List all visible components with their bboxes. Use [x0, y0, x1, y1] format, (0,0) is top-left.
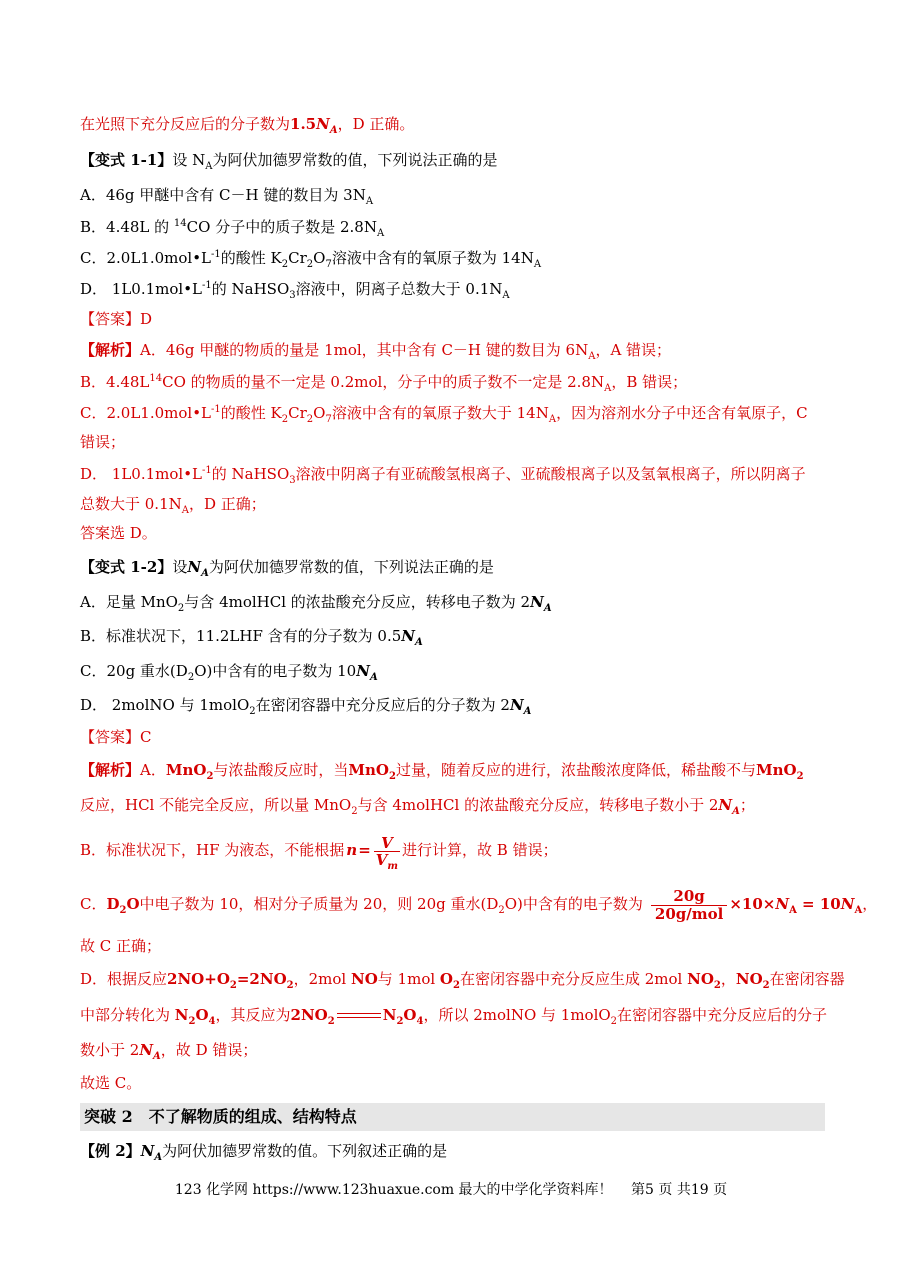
analysis-label: 【解析】 — [80, 761, 141, 779]
text: 进行计算，故 B 错误； — [402, 841, 558, 859]
text: ，B 错误； — [611, 373, 688, 391]
variant-1-1-question: 【变式 1-1】设 $N_A$为阿伏加德罗常数的值，下列说法正确的是 — [80, 151, 498, 172]
equals-sign: = — [358, 841, 371, 859]
text: ，2mol — [293, 970, 351, 988]
text: 在密闭容器 — [769, 970, 845, 988]
text: 故选 C。 — [80, 1074, 142, 1092]
text: ，故 D 错误； — [160, 1041, 258, 1059]
text: D． 1L0.1mol•L — [80, 280, 203, 298]
text: 的 NaHSO — [211, 280, 290, 298]
text: ，D 正确。 — [337, 115, 415, 133]
text: ，所以 2molNO 与 1molO — [423, 1006, 611, 1024]
text: C． — [80, 895, 107, 913]
answer-label: 【答案】 — [80, 310, 141, 328]
text: 设 — [172, 558, 188, 576]
example-title: 【例 2】 — [80, 1142, 141, 1160]
fraction-v-over-vm: $\frac{V}{V_m}$ — [375, 833, 399, 872]
answer-label: 【答案】 — [80, 728, 141, 746]
calc-expression: $\times 10\times N_A = 10N_A$ — [729, 895, 863, 916]
analysis-d: D． $1L0.1mol•L^{-1}$的 NaHSO$_3$溶液中阴离子有亚硫酸氢根离子、亚硫酸根离子以及氢氧根离子，所以阴离子 — [80, 465, 806, 486]
example-2-question — [80, 1141, 825, 1161]
analysis-label: 【解析】 — [80, 341, 141, 359]
na-symbol: $N_A$ — [356, 662, 378, 683]
answer-1-2 — [80, 727, 825, 747]
superscript: 14 — [173, 218, 187, 229]
text: 设 N — [172, 151, 206, 169]
analysis-b: B．$4.48L^{14}CO$ 的物质的量不一定是 0.2mol，分子中的质子数不一定是 $2.8N_A$，B 错误； — [80, 373, 688, 394]
text: 与 1mol — [377, 970, 440, 988]
footer-site-text: 123 化学网 https://www.123huaxue.com 最大的中学化学资料库！ — [174, 1182, 613, 1198]
text: A．46g 甲醚的物质的量是 1mol，其中含有 C－H 键的数目为 6N — [140, 341, 589, 359]
analysis-d-line2: 中部分转化为 $N_2O_4$，其反应为$2NO_2$ $N_2O_4$，所以 2molNO 与 1molO$_2$在密闭容器中充分反应后的分子 — [80, 1006, 828, 1027]
text: O)中含有的电子数为 10 — [194, 662, 357, 680]
text: D． 2molNO 与 1molO — [80, 696, 250, 714]
text: 与含 4molHCl 的浓盐酸充分反应，转移电子数小于 2 — [357, 796, 719, 814]
formula-no2: $NO_2$ — [735, 970, 770, 991]
answer-value: C — [140, 728, 152, 746]
superscript: 14 — [149, 373, 163, 384]
analysis-c: C．$D_2O$中电子数为 10，相对分子质量为 20，则 20g 重水$(D_2O)$中含有的电子数为 $\frac{20g}{\text{20g/mol}}$ $\times 10\times N_A = 10N_A$， — [80, 886, 878, 923]
formula-d2o: $D_2O$ — [106, 895, 140, 916]
text: B．4.48L — [80, 373, 150, 391]
analysis-c-line2 — [80, 432, 825, 452]
variant-title: 【变式 1-2】 — [80, 558, 173, 576]
formula-mno2: MnO$_2$ — [165, 761, 214, 782]
text: C．2.0L1.0mol•L — [80, 404, 212, 422]
text: 中电子数为 10，相对分子质量为 20，则 20g 重水(D — [139, 895, 499, 913]
text: B．标准状况下，HF 为液态，不能根据 — [80, 841, 345, 859]
analysis-c: C．$2.0L1.0mol•L^{-1}$的酸性 $K_2Cr_2O_7$溶液中含有的氧原子数大于 $14N_A$，因为溶剂水分子中还含有氧原子，C — [80, 404, 808, 425]
reaction-equation: $2NO+O_2=2NO_2$ — [167, 970, 294, 991]
analysis-c-line2 — [80, 936, 825, 956]
text: 为阿伏加德罗常数的值，下列说法正确的是 — [212, 151, 498, 169]
text: 在光照下充分反应后的分子数为 — [80, 115, 291, 133]
text: ，D 正确； — [188, 495, 266, 513]
text: A．足量 MnO — [80, 593, 178, 611]
option-b: B．4.48L 的 $^{14}$CO 分子中的质子数是 $2.8N_A$ — [80, 218, 385, 239]
text: 溶液中含有的氧原子数大于 14N — [331, 404, 549, 422]
analysis-line-continuation — [80, 114, 825, 134]
analysis-d-line2: 总数大于 $0.1N_A$，D 正确； — [80, 495, 266, 516]
text: C．20g 重水(D — [80, 662, 188, 680]
text: 与浓盐酸反应时，当 — [213, 761, 349, 779]
analysis-a-line2: 反应，HCl 不能完全反应，所以量 MnO$_2$与含 4molHCl 的浓盐酸充分反应，转移电子数小于 $2N_A$； — [80, 796, 755, 817]
answer-1-1 — [80, 309, 825, 329]
formula-mno2: MnO$_2$ — [348, 761, 396, 782]
na-symbol: $N_A$ — [401, 627, 423, 648]
text: 在密闭容器中充分反应后的分子数为 2 — [255, 696, 510, 714]
formula-no: NO — [351, 970, 378, 988]
text: B．标准状况下，11.2LHF 含有的分子数为 0.5 — [80, 627, 402, 645]
formula-n2o4: $N_2O_4$ — [174, 1006, 216, 1027]
equilibrium-arrow-icon — [337, 1011, 381, 1021]
section-heading: 突破 2 不了解物质的组成、结构特点 — [80, 1103, 825, 1131]
text: 答案选 D。 — [80, 524, 157, 542]
formula-no2: $NO_2$ — [687, 970, 721, 991]
fraction-mass: $\frac{20g}{\text{20g/mol}}$ — [651, 888, 727, 923]
na-symbol: $N_A$ — [718, 796, 740, 817]
text: O)中含有的电子数为 — [504, 895, 643, 913]
na-symbol: $N_A$ — [139, 1041, 161, 1062]
text: 数小于 2 — [80, 1041, 140, 1059]
page-footer — [0, 1181, 902, 1199]
text: 为阿伏加德罗常数的值，下列说法正确的是 — [208, 558, 494, 576]
text: 溶液中阴离子有亚硫酸氢根离子、亚硫酸根离子以及氢氧根离子，所以阴离子 — [295, 465, 806, 483]
text: CO 分子中的质子数是 2.8N — [186, 218, 377, 236]
text: 的酸性 K — [220, 249, 282, 267]
value: 1.5 — [290, 115, 317, 133]
option-c: C．20g 重水$(D_2O)$中含有的电子数为 $10N_A$ — [80, 662, 378, 683]
text: 的酸性 K — [220, 404, 282, 422]
text: 反应，HCl 不能完全反应，所以量 MnO — [80, 796, 352, 814]
option-a: A．足量 MnO$_2$与含 4molHCl 的浓盐酸充分反应，转移电子数为 $2N_A$ — [80, 593, 552, 614]
text: B．4.48L 的 — [80, 218, 174, 236]
text: 与含 4molHCl 的浓盐酸充分反应，转移电子数为 2 — [184, 593, 531, 611]
option-b — [80, 626, 825, 646]
na-symbol: $N_A$ — [140, 1142, 163, 1163]
text: 溶液中，阴离子总数大于 0.1N — [295, 280, 503, 298]
text: 中部分转化为 — [80, 1006, 175, 1024]
formula-mno2: MnO$_2$ — [755, 761, 804, 782]
option-c: C．$2.0L1.0mol•L^{-1}$的酸性 $K_2Cr_2O_7$溶液中含有的氧原子数为 $14N_A$ — [80, 249, 542, 270]
text: ； — [739, 796, 755, 814]
text: 过量，随着反应的进行，浓盐酸浓度降低，稀盐酸不与 — [395, 761, 756, 779]
text: 在密闭容器中充分反应后的分子 — [617, 1006, 828, 1024]
na-symbol: $N_A$ — [509, 696, 532, 717]
option-d: D． 2molNO 与 1molO$_2$在密闭容器中充分反应后的分子数为 $2N_A$ — [80, 696, 532, 717]
text: D．根据反应 — [80, 970, 168, 988]
text: 为阿伏加德罗常数的值。下列叙述正确的是 — [162, 1142, 448, 1160]
text: 在密闭容器中充分反应生成 2mol — [459, 970, 688, 988]
analysis-a: 【解析】A．46g 甲醚的物质的量是 1mol，其中含有 C－H 键的数目为 $6N_A$，A 错误； — [80, 341, 672, 362]
option-a: A．46g 甲醚中含有 C－H 键的数目为 $3N_A$ — [80, 186, 374, 207]
analysis-b — [80, 830, 825, 870]
na-symbol: $N_A$ — [530, 593, 552, 614]
text: 故 C 正确； — [80, 937, 162, 955]
text: 总数大于 0.1N — [80, 495, 182, 513]
equilibrium-equation: $2NO_2$ $N_2O_4$ — [290, 1006, 424, 1027]
text: ，A 错误； — [595, 341, 672, 359]
text: A． — [140, 761, 166, 779]
na-symbol: $N_A$ — [316, 115, 338, 136]
analysis-d-line3 — [80, 1040, 825, 1060]
answer-value: D — [140, 310, 153, 328]
na-symbol: $N_A$ — [187, 558, 209, 579]
page-number: 第5 页 共19 页 — [631, 1182, 728, 1198]
text: C．2.0L1.0mol•L — [80, 249, 212, 267]
analysis-a — [80, 760, 825, 780]
text: D． 1L0.1mol•L — [80, 465, 203, 483]
text: A．46g 甲醚中含有 C－H 键的数目为 3N — [80, 186, 366, 204]
n-symbol: n — [346, 841, 358, 859]
text: 溶液中含有的氧原子数为 14N — [331, 249, 534, 267]
variant-1-2-question — [80, 557, 825, 577]
formula-o2: $O_2$ — [439, 970, 460, 991]
option-d: D． $1L0.1mol•L^{-1}$的 NaHSO$_3$溶液中，阴离子总数大于 $0.1N_A$ — [80, 280, 510, 301]
answer-select-d — [80, 523, 825, 543]
text: CO 的物质的量不一定是 0.2mol，分子中的质子数不一定是 2.8N — [162, 373, 605, 391]
text: ，其反应为 — [215, 1006, 291, 1024]
variant-title: 【变式 1-1】 — [80, 151, 173, 169]
text: ，因为溶剂水分子中还含有氧原子，C — [556, 404, 808, 422]
answer-select-c — [80, 1073, 825, 1093]
analysis-d: D．根据反应$2NO+O_2=2NO_2$，2mol NO与 1mol $O_2$在密闭容器中充分反应生成 2mol $NO_2$，$NO_2$在密闭容器 — [80, 970, 845, 991]
text: 错误； — [80, 433, 126, 451]
text: 的 NaHSO — [211, 465, 290, 483]
